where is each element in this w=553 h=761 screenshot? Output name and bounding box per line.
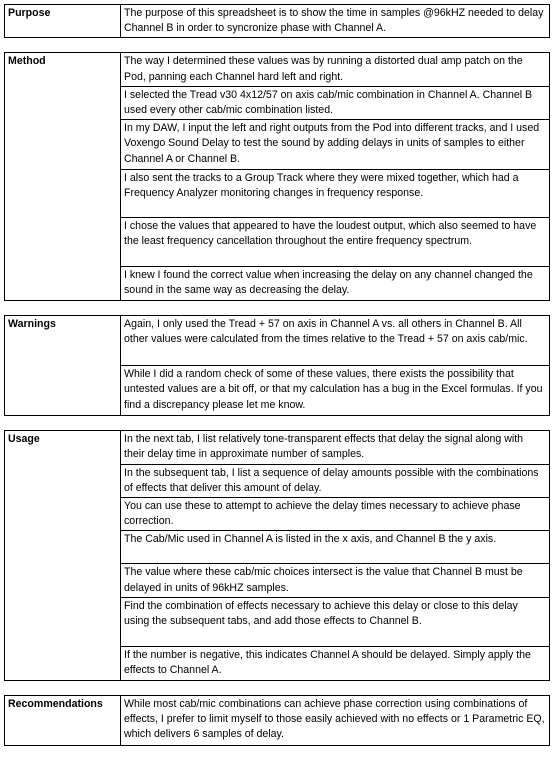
method-cell[interactable]: In my DAW, I input the left and right outputs from the Pod into different tracks, and I used Voxengo Sound Delay to test the sound by adding delays in units of samples to either Channel A or Channel B.: [121, 120, 550, 170]
section-purpose: [4, 4, 550, 38]
section-label-purpose[interactable]: Purpose: [5, 5, 121, 38]
warnings-cell[interactable]: While I did a random check of some of these values, there exists the possibility that untested values are a bit off, or that my calculation has a bug in the Excel formulas. If you find a discrepancy please let me know.: [121, 366, 550, 416]
usage-cell[interactable]: If the number is negative, this indicates Channel A should be delayed. Simply apply the effects to Channel A.: [121, 646, 550, 680]
recommendations-cell[interactable]: While most cab/mic combinations can achieve phase correction using combinations of effects, I prefer to limit myself to those easily achieved with no effects or 1 Parametric EQ, which delivers 6 samples of delay.: [121, 695, 550, 745]
warnings-cell[interactable]: Again, I only used the Tread + 57 on axis in Channel A vs. all others in Channel B. All other values were calculated from the times relative to the Tread + 57 on axis cab/mic.: [121, 316, 550, 366]
method-cell[interactable]: I knew I found the correct value when increasing the delay on any channel changed the sound in the same way as decreasing the delay.: [121, 267, 550, 301]
usage-cell[interactable]: In the next tab, I list relatively tone-transparent effects that delay the signal along with their delay time in approximate number of samples.: [121, 431, 550, 464]
method-cell[interactable]: I selected the Tread v30 4x12/57 on axis cab/mic combination in Channel A. Channel B used every other cab/mic combination listed.: [121, 86, 550, 119]
usage-cell[interactable]: In the subsequent tab, I list a sequence of delay amounts possible with the combinations of effects that deliver this amount of delay.: [121, 464, 550, 497]
section-label-warnings[interactable]: Warnings: [5, 316, 121, 416]
usage-cell[interactable]: The Cab/Mic used in Channel A is listed in the x axis, and Channel B the y axis.: [121, 531, 550, 564]
section-label-recommendations[interactable]: Recommendations: [5, 695, 121, 745]
usage-cell[interactable]: Find the combination of effects necessary to achieve this delay or close to this delay using the subsequent tabs, and add those effects to Channel B.: [121, 597, 550, 646]
section-recommendations: [4, 695, 550, 746]
usage-cell[interactable]: The value where these cab/mic choices intersect is the value that Channel B must be delayed in units of 96kHZ samples.: [121, 564, 550, 597]
method-cell[interactable]: I also sent the tracks to a Group Track where they were mixed together, which had a Frequency Analyzer monitoring changes in frequency response.: [121, 170, 550, 218]
method-cell[interactable]: I chose the values that appeared to have the loudest output, which also seemed to have the least frequency cancellation throughout the entire frequency spectrum.: [121, 218, 550, 267]
section-method: [4, 52, 550, 301]
method-cell[interactable]: The way I determined these values was by running a distorted dual amp patch on the Pod, panning each Channel hard left and right.: [121, 53, 550, 86]
section-label-method[interactable]: Method: [5, 53, 121, 301]
purpose-cell[interactable]: The purpose of this spreadsheet is to show the time in samples @96kHZ needed to delay Channel B in order to syncronize phase with Channel A.: [121, 5, 550, 38]
usage-cell[interactable]: You can use these to attempt to achieve the delay times necessary to achieve phase correction.: [121, 498, 550, 531]
spreadsheet-sheet: [4, 4, 549, 760]
section-usage: [4, 430, 550, 681]
section-label-usage[interactable]: Usage: [5, 431, 121, 681]
section-warnings: [4, 315, 550, 416]
